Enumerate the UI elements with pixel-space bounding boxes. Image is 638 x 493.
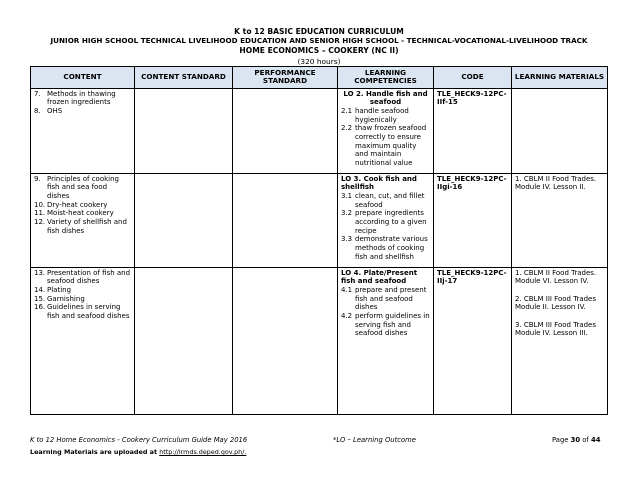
competency-text: prepare and present fish and seafood dishes [355,286,427,312]
competency-item [341,286,430,312]
performance-standard-cell [233,173,338,267]
competency-text: prepare ingredients according to a given recipe [355,209,427,235]
competency-item [341,312,430,338]
footer-upload-note: Learning Materials are uploaded at http://lrmds.deped.gov.ph/. [30,448,247,456]
col-header-learning-materials: LEARNING MATERIALS [512,67,608,89]
competency-text: clean, cut, and fillet seafood [355,192,425,209]
code-cell: TLE_HECK9-12PC-IIgi-16 [434,173,512,267]
materials-cell [512,173,608,267]
performance-standard-cell [233,88,338,173]
competencies-cell [338,88,434,173]
content-item-number: 15. [34,294,46,303]
competency-number: 3.3 [341,235,353,244]
content-item-number: 10. [34,200,46,209]
material-item: 1. CBLM II Food Trades. Module IV. Lesson II. [515,174,597,192]
content-item [34,107,131,116]
competency-text: perform guidelines in serving fish and seafood dishes [355,312,430,338]
competency-item [341,209,430,235]
content-standard-cell [135,173,233,267]
content-standard-cell [135,88,233,173]
content-item [34,269,131,286]
content-item [34,218,131,235]
content-item-number: 13. [34,268,46,277]
material-item: 1. CBLM II Food Trades. Module VI. Lesson IV. [515,268,597,286]
content-item [34,303,131,320]
footer-lo-note: *LO – Learning Outcome [333,436,416,444]
col-header-code: CODE [434,67,512,89]
competency-number: 2.1 [341,107,353,116]
hours-label: (320 hours) [297,57,341,66]
col-header-learning-competencies: LEARNING COMPETENCIES [338,67,434,89]
content-cell [31,173,135,267]
competency-text: handle seafood hygienically [355,107,409,124]
competency-item [341,192,430,209]
content-item-text: Plating [47,286,72,295]
content-cell [31,267,135,414]
content-item-number: 12. [34,218,46,227]
content-cell [31,88,135,173]
content-item-number: 14. [34,286,46,295]
content-item [34,209,131,218]
content-item-number: 8. [34,107,41,116]
competency-item [341,124,430,167]
content-item [34,90,131,107]
content-item [34,286,131,295]
content-item-text: Methods in thawing frozen ingredients [47,89,116,107]
content-item-text: Presentation of fish and seafood dishes [47,268,131,286]
curriculum-table [30,66,608,415]
competency-item [341,235,430,261]
learning-outcome-title: LO 2. Handle fish and seafood [343,89,428,107]
content-item [34,175,131,201]
materials-cell [512,88,608,173]
content-item-text: Guidelines in serving fish and seafood dishes [47,303,130,321]
performance-standard-cell [233,267,338,414]
content-item-text: Principles of cooking fish and sea food dishes [47,174,119,201]
competency-text: demonstrate various methods of cooking fish and shellfish [355,235,428,261]
code-cell: TLE_HECK9-12PC-IIj-17 [434,267,512,414]
content-item [34,201,131,210]
content-item-text: OHS [47,107,63,116]
material-item: 2. CBLM III Food Trades Module II. Lesson IV. [515,294,596,312]
footer-guide: K to 12 Home Economics - Cookery Curriculum Guide May 2016 [30,436,248,444]
competency-text: thaw frozen seafood correctly to ensure maximum quality and maintain nutritional value [355,124,427,168]
curriculum-title: K to 12 BASIC EDUCATION CURRICULUM [234,27,404,36]
competency-number: 3.1 [341,192,353,201]
competency-item [341,107,430,124]
col-header-performance-standard: PERFORMANCE STANDARD [233,67,338,89]
competency-number: 4.1 [341,286,353,295]
learning-outcome-title: LO 4. Plate/Present fish and seafood [341,268,418,286]
content-item-number: 9. [34,174,41,183]
table-row [31,88,608,173]
col-header-content-standard: CONTENT STANDARD [135,67,233,89]
content-item-text: Garnishing [47,294,85,303]
table-row [31,173,608,267]
track-title: JUNIOR HIGH SCHOOL TECHNICAL LIVELIHOOD EDUCATION AND SENIOR HIGH SCHOOL - TECHNICAL-VOCATIONAL-LIVELIHOOD TRACK [50,36,588,45]
competencies-cell [338,267,434,414]
content-item-number: 7. [34,89,41,98]
col-header-content: CONTENT [31,67,135,89]
content-item-text: Variety of shellfish and fish dishes [47,218,127,235]
competency-number: 4.2 [341,312,353,321]
content-standard-cell [135,267,233,414]
competencies-cell [338,173,434,267]
content-item-number: 11. [34,209,46,218]
page-number: Page 30 of 44 [552,436,601,444]
competency-number: 2.2 [341,124,353,133]
learning-outcome-title: LO 3. Cook fish and shellfish [341,174,417,192]
content-item [34,295,131,304]
material-item: 3. CBLM III Food Trades Module IV. Lesson III. [515,320,596,338]
content-item-text: Dry-heat cookery [47,200,108,209]
materials-cell [512,267,608,414]
competency-number: 3.2 [341,209,353,218]
subject-title: HOME ECONOMICS – COOKERY (NC II) [239,46,399,55]
lrmds-link[interactable]: http://lrmds.deped.gov.ph/. [159,448,247,456]
content-item-number: 16. [34,303,46,312]
table-row [31,267,608,414]
code-cell: TLE_HECK9-12PC-IIf-15 [434,88,512,173]
table-header-row [31,67,608,89]
content-item-text: Moist-heat cookery [47,209,114,218]
